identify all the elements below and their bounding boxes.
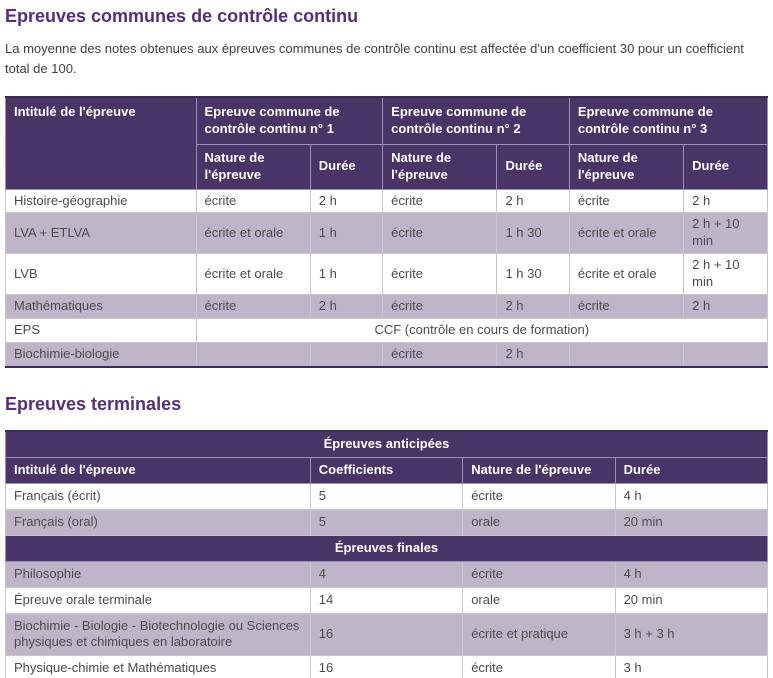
table-cell: 1 h 30	[497, 213, 569, 254]
table-row	[6, 587, 768, 613]
column-header-intitule: Intitulé de l'épreuve	[6, 458, 311, 484]
table-cell: 2 h	[497, 342, 569, 366]
table-row	[6, 294, 768, 318]
row-label: LVB	[6, 254, 197, 295]
duree-cell: 4 h	[615, 484, 767, 510]
table-header-row	[6, 97, 768, 144]
table-cell: 2 h	[497, 294, 569, 318]
duree-cell: 3 h + 3 h	[615, 613, 767, 656]
table-cell: 2 h	[310, 294, 382, 318]
terminales-table	[5, 430, 768, 678]
column-header-duree: Durée	[615, 458, 767, 484]
nature-cell: orale	[463, 587, 615, 613]
row-label: LVA + ETLVA	[6, 213, 197, 254]
table-cell: écrite	[569, 189, 683, 213]
row-label: EPS	[6, 318, 197, 342]
nature-cell: écrite et pratique	[463, 613, 615, 656]
column-header-nature-3: Nature de l'épreuve	[569, 144, 683, 189]
table-cell	[569, 342, 683, 366]
duree-cell: 20 min	[615, 587, 767, 613]
controle-continu-table	[5, 96, 768, 368]
row-label: Physique-chimie et Mathématiques	[6, 656, 311, 678]
section-title-terminales: Epreuves terminales	[5, 393, 182, 414]
column-header-duree-1: Durée	[310, 144, 382, 189]
table-cell: écrite	[569, 294, 683, 318]
nature-cell: écrite	[463, 561, 615, 587]
table-cell: 1 h 30	[497, 254, 569, 295]
column-header-duree-2: Durée	[497, 144, 569, 189]
row-label: Philosophie	[6, 561, 311, 587]
table-cell: 1 h	[310, 254, 382, 295]
table-cell	[684, 342, 768, 366]
duree-cell: 20 min	[615, 510, 767, 536]
column-header-coefficients: Coefficients	[310, 458, 462, 484]
section-title-controle-continu: Epreuves communes de contrôle continu	[5, 6, 359, 26]
table-cell: 2 h	[310, 189, 382, 213]
banner-finales: Épreuves finales	[6, 535, 768, 561]
table-row	[6, 342, 768, 366]
coefficient-cell: 16	[310, 613, 462, 656]
nature-cell: écrite	[463, 484, 615, 510]
coefficient-cell: 4	[310, 561, 462, 587]
duree-cell: 4 h	[615, 561, 767, 587]
column-header-nature-2: Nature de l'épreuve	[383, 144, 497, 189]
row-label: Mathématiques	[6, 294, 197, 318]
row-label: Français (écrit)	[6, 484, 311, 510]
banner-row-finales	[6, 535, 768, 561]
row-label: Biochimie-biologie	[6, 342, 197, 366]
table-cell: écrite et orale	[569, 213, 683, 254]
table-cell: 2 h	[684, 189, 768, 213]
column-header-duree-3: Durée	[684, 144, 768, 189]
table-cell: écrite	[383, 189, 497, 213]
duree-cell: 3 h	[615, 656, 767, 678]
table-cell: écrite	[383, 294, 497, 318]
table-cell: écrite et orale	[196, 254, 310, 295]
table-cell: écrite	[196, 189, 310, 213]
column-header-epreuve-2: Epreuve commune de contrôle continu n° 2	[383, 97, 570, 144]
table-header-row	[6, 458, 768, 484]
table-cell	[196, 342, 310, 366]
table-cell: 2 h	[497, 189, 569, 213]
table-row	[6, 189, 768, 213]
table-row	[6, 254, 768, 295]
table-row	[6, 484, 768, 510]
table-cell: écrite	[383, 213, 497, 254]
table-cell: 2 h	[684, 294, 768, 318]
table-row	[6, 561, 768, 587]
table-cell	[310, 342, 382, 366]
banner-anticipees: Épreuves anticipées	[6, 431, 768, 457]
ccf-merged-cell: CCF (contrôle en cours de formation)	[196, 318, 768, 342]
coefficient-cell: 14	[310, 587, 462, 613]
nature-cell: écrite	[463, 656, 615, 678]
table-cell: écrite et orale	[196, 213, 310, 254]
table-cell: écrite et orale	[569, 254, 683, 295]
row-label: Épreuve orale terminale	[6, 587, 311, 613]
nature-cell: orale	[463, 510, 615, 536]
banner-row-anticipees	[6, 431, 768, 457]
coefficient-cell: 5	[310, 484, 462, 510]
table-cell: écrite	[383, 342, 497, 366]
table-cell: écrite	[196, 294, 310, 318]
table-row	[6, 318, 768, 342]
column-header-nature-1: Nature de l'épreuve	[196, 144, 310, 189]
row-label: Biochimie - Biologie - Biotechnologie ou Sciences physiques et chimiques en laboratoire	[6, 613, 311, 656]
table-cell: 2 h + 10 min	[684, 254, 768, 295]
row-label: Histoire-géographie	[6, 189, 197, 213]
coefficient-cell: 5	[310, 510, 462, 536]
table-row	[6, 613, 768, 656]
intro-paragraph: La moyenne des notes obtenues aux épreuves communes de contrôle continu est affectée d'un coefficient 30 pour un coefficient total de 100.	[5, 40, 744, 76]
table-cell: 1 h	[310, 213, 382, 254]
column-header-intitule: Intitulé de l'épreuve	[6, 97, 197, 189]
table-row	[6, 656, 768, 678]
column-header-nature: Nature de l'épreuve	[463, 458, 615, 484]
table-row	[6, 213, 768, 254]
column-header-epreuve-3: Epreuve commune de contrôle continu n° 3	[569, 97, 767, 144]
table-cell: écrite	[383, 254, 497, 295]
column-header-epreuve-1: Epreuve commune de contrôle continu n° 1	[196, 97, 383, 144]
table-cell: 2 h + 10 min	[684, 213, 768, 254]
coefficient-cell: 16	[310, 656, 462, 678]
row-label: Français (oral)	[6, 510, 311, 536]
table-row	[6, 510, 768, 536]
